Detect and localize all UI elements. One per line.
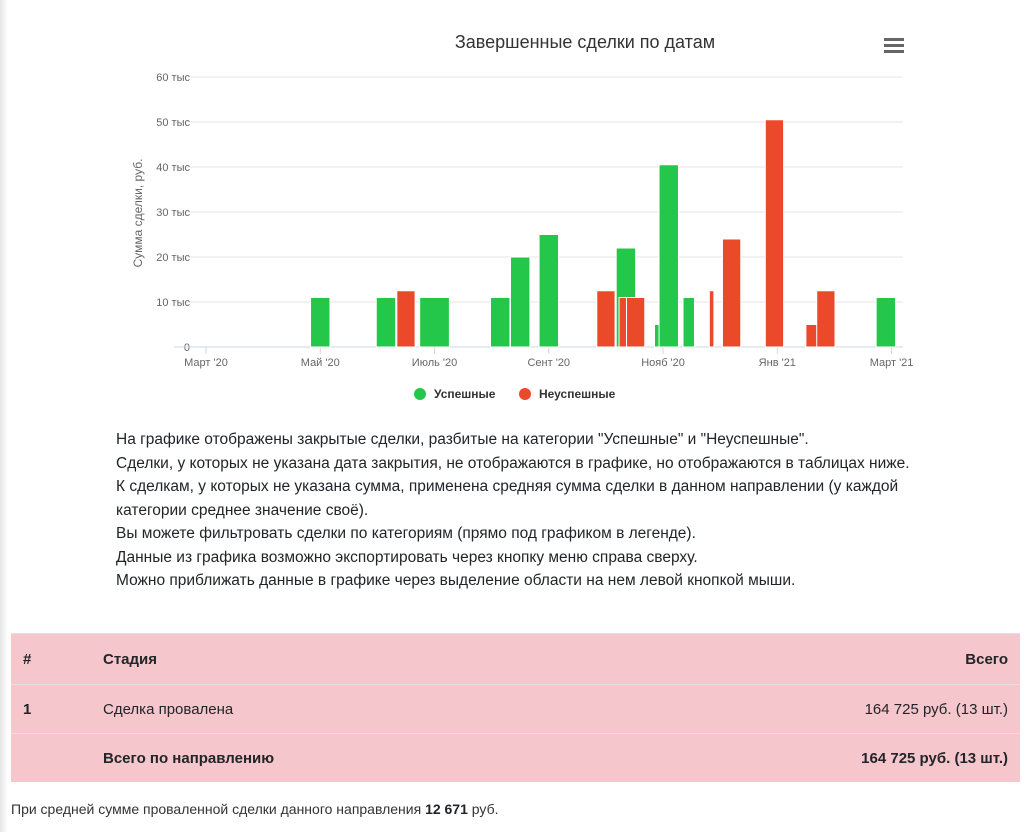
footer-num (11, 734, 103, 783)
average-note (11, 801, 498, 817)
header-total: Всего (578, 634, 1020, 685)
description-line: Вы можете фильтровать сделки по категориям (прямо под графиком в легенде). (116, 525, 696, 542)
bar-success[interactable] (511, 257, 530, 347)
chart-legend (414, 387, 616, 401)
y-axis (156, 72, 190, 354)
bar-success[interactable] (376, 298, 395, 348)
description-line: Можно приближать данные в графике через выделение области на нем левой кнопкой мыши. (116, 572, 796, 589)
table-row (11, 685, 1020, 734)
legend-marker[interactable] (519, 388, 531, 400)
row-num: 1 (11, 685, 103, 734)
chart[interactable] (0, 0, 1036, 412)
legend-item[interactable]: Успешные (434, 387, 496, 401)
chart-bars (311, 120, 896, 347)
chart-grid (174, 77, 903, 347)
x-tick-label: Март '21 (869, 357, 914, 369)
bar-fail[interactable] (722, 239, 740, 347)
footer-total: 164 725 руб. (13 шт.) (578, 734, 1020, 783)
y-tick-label: 10 тыс (156, 297, 190, 309)
average-note-text: При средней сумме проваленной сделки данного направления (11, 801, 422, 817)
y-axis-label: Сумма сделки, руб. (131, 158, 145, 268)
chart-title: Завершенные сделки по датам (454, 32, 716, 52)
description-line: Данные из графика возможно экспортировать через кнопку меню справа сверху. (116, 548, 698, 566)
x-tick-label: Янв '21 (758, 357, 796, 369)
y-tick-label: 40 тыс (156, 162, 190, 174)
x-axis (174, 347, 913, 369)
y-tick-label: 60 тыс (156, 72, 190, 84)
bar-fail[interactable] (397, 291, 415, 347)
x-tick-label: Нояб '20 (641, 357, 685, 369)
bar-success[interactable] (659, 165, 678, 347)
x-tick-label: Май '20 (300, 357, 340, 369)
row-stage: Сделка провалена (103, 685, 578, 734)
row-total: 164 725 руб. (13 шт.) (578, 685, 1020, 734)
bar-fail[interactable] (765, 120, 783, 347)
x-tick-label: Март '20 (184, 357, 228, 369)
chart-description (116, 428, 936, 593)
y-tick-label: 30 тыс (156, 207, 190, 219)
bar-success[interactable] (420, 298, 450, 348)
table-footer-row (11, 734, 1020, 783)
bar-fail[interactable] (806, 325, 817, 348)
bar-success[interactable] (311, 298, 330, 348)
bar-fail[interactable] (817, 291, 835, 347)
description-line: На графике отображены закрытые сделки, разбитые на категории "Успешные" и "Неуспешные". (116, 431, 809, 448)
y-tick-label: 0 (183, 342, 190, 354)
bar-fail[interactable] (619, 298, 627, 348)
stage-table (11, 633, 1020, 782)
bar-fail[interactable] (709, 291, 714, 347)
legend-item[interactable]: Неуспешные (539, 387, 616, 401)
y-tick-label: 20 тыс (156, 252, 190, 264)
bar-success[interactable] (491, 298, 510, 348)
bar-fail[interactable] (597, 291, 615, 347)
average-unit: руб. (471, 801, 499, 817)
header-stage: Стадия (103, 634, 578, 685)
description-line: Сделки, у которых не указана дата закрытия, не отображаются в графике, но отображаются в таблицах ниже. (116, 454, 910, 472)
table-header-row (11, 634, 1020, 685)
bar-success[interactable] (683, 298, 694, 348)
footer-stage: Всего по направлению (103, 734, 578, 783)
x-tick-label: Июль '20 (411, 357, 458, 369)
header-num: # (11, 634, 103, 685)
bar-fail[interactable] (626, 298, 644, 348)
average-value: 12 671 (425, 801, 468, 817)
x-tick-label: Сент '20 (527, 357, 571, 369)
y-tick-label: 50 тыс (156, 117, 190, 129)
legend-marker[interactable] (414, 388, 426, 400)
bar-success[interactable] (876, 298, 895, 348)
description-line: К сделкам, у которых не указана сумма, применена средняя сумма сделки в данном направлении (у каждой категории среднее значение своё). (116, 478, 899, 519)
bar-success[interactable] (539, 235, 558, 348)
